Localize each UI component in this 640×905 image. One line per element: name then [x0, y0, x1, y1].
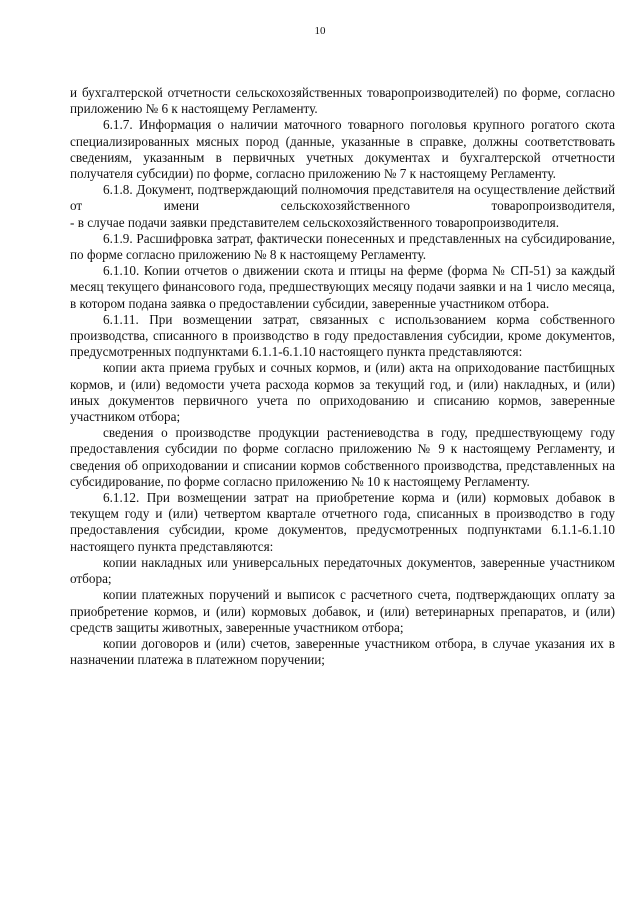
paragraph: копии акта приема грубых и сочных кормов, и (или) акта на оприходование пастбищных кормов, и (или) ведомости учета расхода кормов за текущий год, и (или) накладных, и (или) иных документов первичного учета по оприходованию и списанию кормов, заверенные участником отбора; [70, 360, 615, 425]
paragraph: - в случае подачи заявки представителем сельскохозяйственного товаропроизводителя. [70, 214, 560, 230]
paragraph: копии накладных или универсальных передаточных документов, заверенные участником отбора; [70, 554, 615, 587]
paragraph: и бухгалтерской отчетности сельскохозяйственных товаропроизводителей) по форме, согласно приложению № 6 к настоящему Регламенту. [70, 85, 615, 117]
paragraph: сведения о производстве продукции растениеводства в году, предшествующему году предоставления субсидии по форме согласно приложению № 9 к настоящему Регламенту, и сведения об оприходовании и списании кормов собственного производства, представленных на субсидирование, по форме согласно приложению № 10 к настоящему Регламенту. [70, 425, 615, 489]
paragraph: 6.1.11. При возмещении затрат, связанных с использованием корма собственного производства, списанного в производство в году предоставления субсидии, кроме документов, предусмотренных подпунктами 6.1.1-6.1.10 настоящего пункта представляются: [70, 311, 615, 360]
paragraph: 6.1.7. Информация о наличии маточного товарного поголовья крупного рогатого скота специализированных мясных пород (данные, указанные в справке, должны соответствовать сведениям, указанным в первичных учетных документах и бухгалтерской отчетности получателя субсидии) по форме, согласно приложению № 7 к настоящему Регламенту. [70, 117, 615, 182]
paragraph: 6.1.10. Копии отчетов о движении скота и птицы на ферме (форма № СП-51) за каждый месяц текущего финансового года, предшествующих месяцу подачи заявки и на 1 число месяца, в котором подана заявка о предоставлении субсидии, заверенные участником отбора. [70, 263, 615, 311]
paragraph: копии платежных поручений и выписок с расчетного счета, подтверждающих оплату за приобретение кормов, и (или) кормовых добавок, и (или) ветеринарных препаратов, и (или) средств защиты животных, заверенные участником отбора; [70, 587, 615, 635]
document-body [70, 85, 615, 668]
page-number: 10 [314, 25, 326, 37]
paragraph: 6.1.12. При возмещении затрат на приобретение корма и (или) кормовых добавок в текущем году и (или) четвертом квартале отчетного года, списанных в производство в году предоставления субсидии, кроме документов, предусмотренных подпунктами 6.1.1-6.1.10 настоящего пункта представляются: [70, 490, 615, 554]
paragraph: 6.1.8. Документ, подтверждающий полномочия представителя на осуществление действий от имени сельскохозяйственного товаропроизводителя, [70, 182, 615, 214]
paragraph: копии договоров и (или) счетов, заверенные участником отбора, в случае указания их в назначении платежа в платежном поручении; [70, 635, 615, 668]
paragraph: 6.1.9. Расшифровка затрат, фактически понесенных и представленных на субсидирование, по форме согласно приложению № 8 к настоящему Регламенту. [70, 230, 615, 263]
